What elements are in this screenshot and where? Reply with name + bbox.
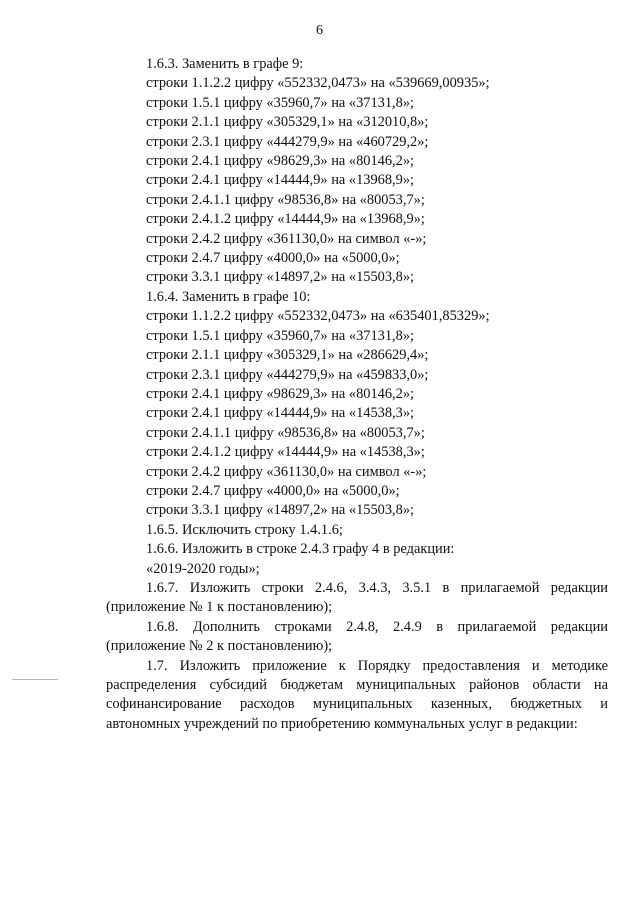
replacement-line: строки 1.1.2.2 цифру «552332,0473» на «539669,00935»; (146, 75, 490, 92)
replacement-line: строки 2.3.1 цифру «444279,9» на «459833,0»; (146, 366, 429, 383)
replacement-line: строки 1.5.1 цифру «35960,7» на «37131,8»; (146, 327, 415, 344)
document-body (106, 55, 608, 734)
section-paragraph: 1.7. Изложить приложение к Порядку предоставления и методике распределения субсидий бюджетам муниципальных районов области на софинансирование расходов муниципальных казенных, бюджетных и автономных учреждений по приобретению коммунальных услуг в редакции: (106, 657, 608, 732)
section-item: 1.6.6. Изложить в строке 2.4.3 графу 4 в редакции: (146, 541, 455, 558)
replacement-line: строки 2.4.1 цифру «98629,3» на «80146,2»; (146, 153, 415, 170)
section-item-continuation: «2019-2020 годы»; (146, 560, 260, 577)
replacement-line: строки 2.1.1 цифру «305329,1» на «286629,4»; (146, 347, 429, 364)
margin-scan-mark (12, 679, 58, 680)
replacement-line: строки 1.5.1 цифру «35960,7» на «37131,8»; (146, 94, 415, 111)
replacement-line: строки 2.1.1 цифру «305329,1» на «312010,8»; (146, 114, 429, 131)
replacement-line: строки 2.4.1.1 цифру «98536,8» на «80053,7»; (146, 424, 425, 441)
replacement-line: строки 2.4.1.2 цифру «14444,9» на «13968,9»; (146, 211, 425, 228)
replacement-line: строки 3.3.1 цифру «14897,2» на «15503,8»; (146, 269, 415, 286)
replacement-line: строки 2.4.1 цифру «14444,9» на «14538,3»; (146, 405, 415, 422)
replacement-line: строки 2.4.1.2 цифру «14444,9» на «14538,3»; (146, 444, 425, 461)
replacement-line: строки 2.3.1 цифру «444279,9» на «460729,2»; (146, 133, 429, 150)
replacement-line: строки 2.4.1 цифру «14444,9» на «13968,9»; (146, 172, 415, 189)
replacement-line: строки 2.4.2 цифру «361130,0» на символ «-»; (146, 463, 427, 480)
replacement-line: строки 2.4.1.1 цифру «98536,8» на «80053,7»; (146, 191, 425, 208)
replacement-line: строки 2.4.2 цифру «361130,0» на символ «-»; (146, 230, 427, 247)
replacement-line: строки 3.3.1 цифру «14897,2» на «15503,8»; (146, 502, 415, 519)
section-heading: 1.6.4. Заменить в графе 10: (146, 288, 311, 305)
section-item: 1.6.5. Исключить строку 1.4.1.6; (146, 521, 343, 538)
replacement-line: строки 2.4.7 цифру «4000,0» на «5000,0»; (146, 482, 400, 499)
section-heading: 1.6.3. Заменить в графе 9: (146, 56, 304, 72)
section-paragraph: 1.6.8. Дополнить строками 2.4.8, 2.4.9 в прилагаемой редакции (приложение № 2 к постановлению); (106, 618, 608, 655)
replacement-line: строки 2.4.7 цифру «4000,0» на «5000,0»; (146, 250, 400, 267)
replacement-line: строки 2.4.1 цифру «98629,3» на «80146,2»; (146, 385, 415, 402)
replacement-line: строки 1.1.2.2 цифру «552332,0473» на «635401,85329»; (146, 308, 490, 325)
page-number: 6 (316, 23, 323, 38)
section-paragraph: 1.6.7. Изложить строки 2.4.6, 3.4.3, 3.5.1 в прилагаемой редакции (приложение № 1 к постановлению); (106, 579, 608, 616)
